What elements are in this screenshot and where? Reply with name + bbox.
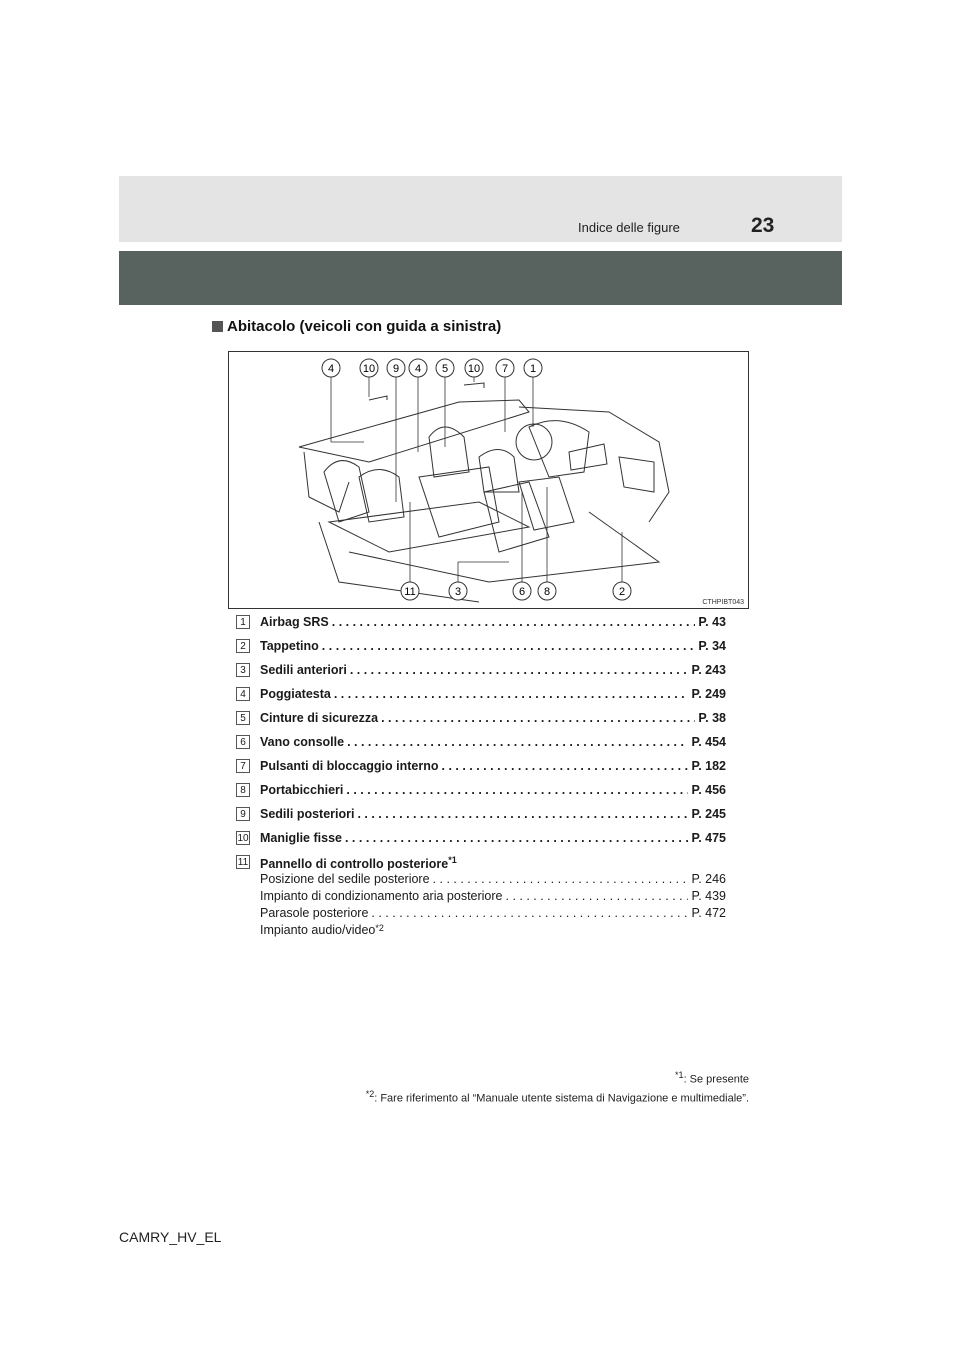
sub-item: Parasole posteriore . . . P. 472	[260, 906, 726, 923]
svg-text:7: 7	[501, 363, 509, 375]
legend-list	[236, 612, 726, 937]
list-item	[236, 708, 726, 732]
callout-4b	[409, 359, 427, 377]
item-number: 6	[236, 735, 250, 749]
item-number: 10	[237, 833, 249, 844]
item-page-ref: P. 43	[698, 615, 726, 629]
item-label: Maniglie fisse	[260, 831, 342, 845]
callout-8	[538, 582, 556, 600]
footnote-1: $^{*1}$: Se presente	[675, 1070, 749, 1086]
item-number: 3	[236, 663, 250, 677]
item-number: 2	[236, 639, 250, 653]
callout-10a	[360, 359, 378, 377]
list-item	[236, 684, 726, 708]
item-page-ref: P. 475	[691, 831, 726, 845]
list-item	[236, 804, 726, 828]
sub-item-page-ref: P. 246	[691, 872, 726, 886]
footnote-mark: *2	[375, 923, 384, 933]
svg-text:4: 4	[414, 363, 422, 375]
item-page-ref: P. 34	[698, 639, 726, 653]
item-number: 5	[236, 711, 250, 725]
svg-text:3: 3	[454, 586, 462, 598]
heading-text: Abitacolo (veicoli con guida a sinistra)	[227, 318, 502, 335]
item-number: 1	[236, 615, 250, 629]
svg-text:9: 9	[392, 363, 400, 375]
item-label: Airbag SRS	[260, 615, 329, 629]
item-label: Tappetino	[260, 639, 319, 653]
page-number: 23	[751, 214, 775, 237]
list-item	[236, 756, 726, 780]
svg-text:1: 1	[529, 363, 537, 375]
footnote-2: $^{*2}$: Fare riferimento al “Manuale utente sistema di Navigazione e multimediale”.	[365, 1088, 749, 1105]
sub-item: Impianto di condizionamento aria posteriore . . . P. 439	[260, 889, 726, 906]
item-page-ref: P. 249	[691, 687, 726, 701]
list-item	[236, 732, 726, 756]
cabin-drawing	[229, 352, 749, 609]
svg-text:11: 11	[404, 586, 416, 598]
item-number: 11	[237, 857, 249, 868]
sub-items	[260, 872, 726, 940]
callout-10b	[465, 359, 483, 377]
svg-text:4: 4	[327, 363, 335, 375]
callout-9	[387, 359, 405, 377]
item-label: Poggiatesta	[260, 687, 331, 701]
item-page-ref: P. 454	[691, 735, 726, 749]
sub-item-page-ref: P. 439	[691, 889, 726, 903]
item-page-ref: P. 456	[691, 783, 726, 797]
item-label: Portabicchieri	[260, 783, 344, 797]
callout-2	[613, 582, 631, 600]
document-code: CAMRY_HV_EL	[119, 1229, 222, 1245]
callout-3	[449, 582, 467, 600]
item-number: 8	[236, 783, 250, 797]
header-band	[119, 176, 842, 242]
item-number: 9	[236, 807, 250, 821]
svg-text:10: 10	[467, 363, 481, 375]
item-label: Pulsanti di bloccaggio interno	[260, 759, 439, 773]
svg-text:2: 2	[618, 586, 626, 598]
cabin-illustration	[228, 351, 749, 609]
sub-item: Impianto audio/video *2	[260, 923, 726, 940]
item-label: Sedili anteriori	[260, 663, 347, 677]
svg-text:5: 5	[441, 363, 449, 375]
list-item	[236, 636, 726, 660]
callout-1	[524, 359, 542, 377]
callout-5	[436, 359, 454, 377]
item-label: Vano consolle	[260, 735, 345, 749]
callout-11	[401, 582, 419, 600]
item-number: 4	[236, 687, 250, 701]
callout-7	[496, 359, 514, 377]
item-label: Cinture di sicurezza	[260, 711, 379, 725]
figure-code: CTHPIBT043	[702, 599, 744, 606]
sub-item-page-ref: P. 472	[691, 906, 726, 920]
footnote-mark: *1	[448, 855, 457, 865]
item-page-ref: P. 182	[691, 759, 726, 773]
item-page-ref: P. 243	[691, 663, 726, 677]
section-band	[119, 251, 842, 305]
list-item	[236, 612, 726, 636]
list-item	[236, 660, 726, 684]
heading-square-icon	[212, 321, 223, 332]
sub-item: Posizione del sedile posteriore . . . P. 246	[260, 872, 726, 889]
callout-6	[513, 582, 531, 600]
item-number: 7	[236, 759, 250, 773]
section-title: Indice delle figure	[578, 220, 680, 235]
item-page-ref: P. 245	[691, 807, 726, 821]
svg-text:10: 10	[362, 363, 376, 375]
svg-text:6: 6	[518, 586, 526, 598]
list-item	[236, 780, 726, 804]
item-label: Pannello di controllo posteriore$^{*1}$	[260, 855, 457, 872]
item-page-ref: P. 38	[698, 711, 726, 725]
list-item	[236, 828, 726, 852]
footnotes	[366, 1068, 749, 1105]
page-heading	[212, 318, 501, 335]
item-label: Sedili posteriori	[260, 807, 355, 821]
callout-4a	[322, 359, 340, 377]
svg-text:8: 8	[543, 586, 551, 598]
